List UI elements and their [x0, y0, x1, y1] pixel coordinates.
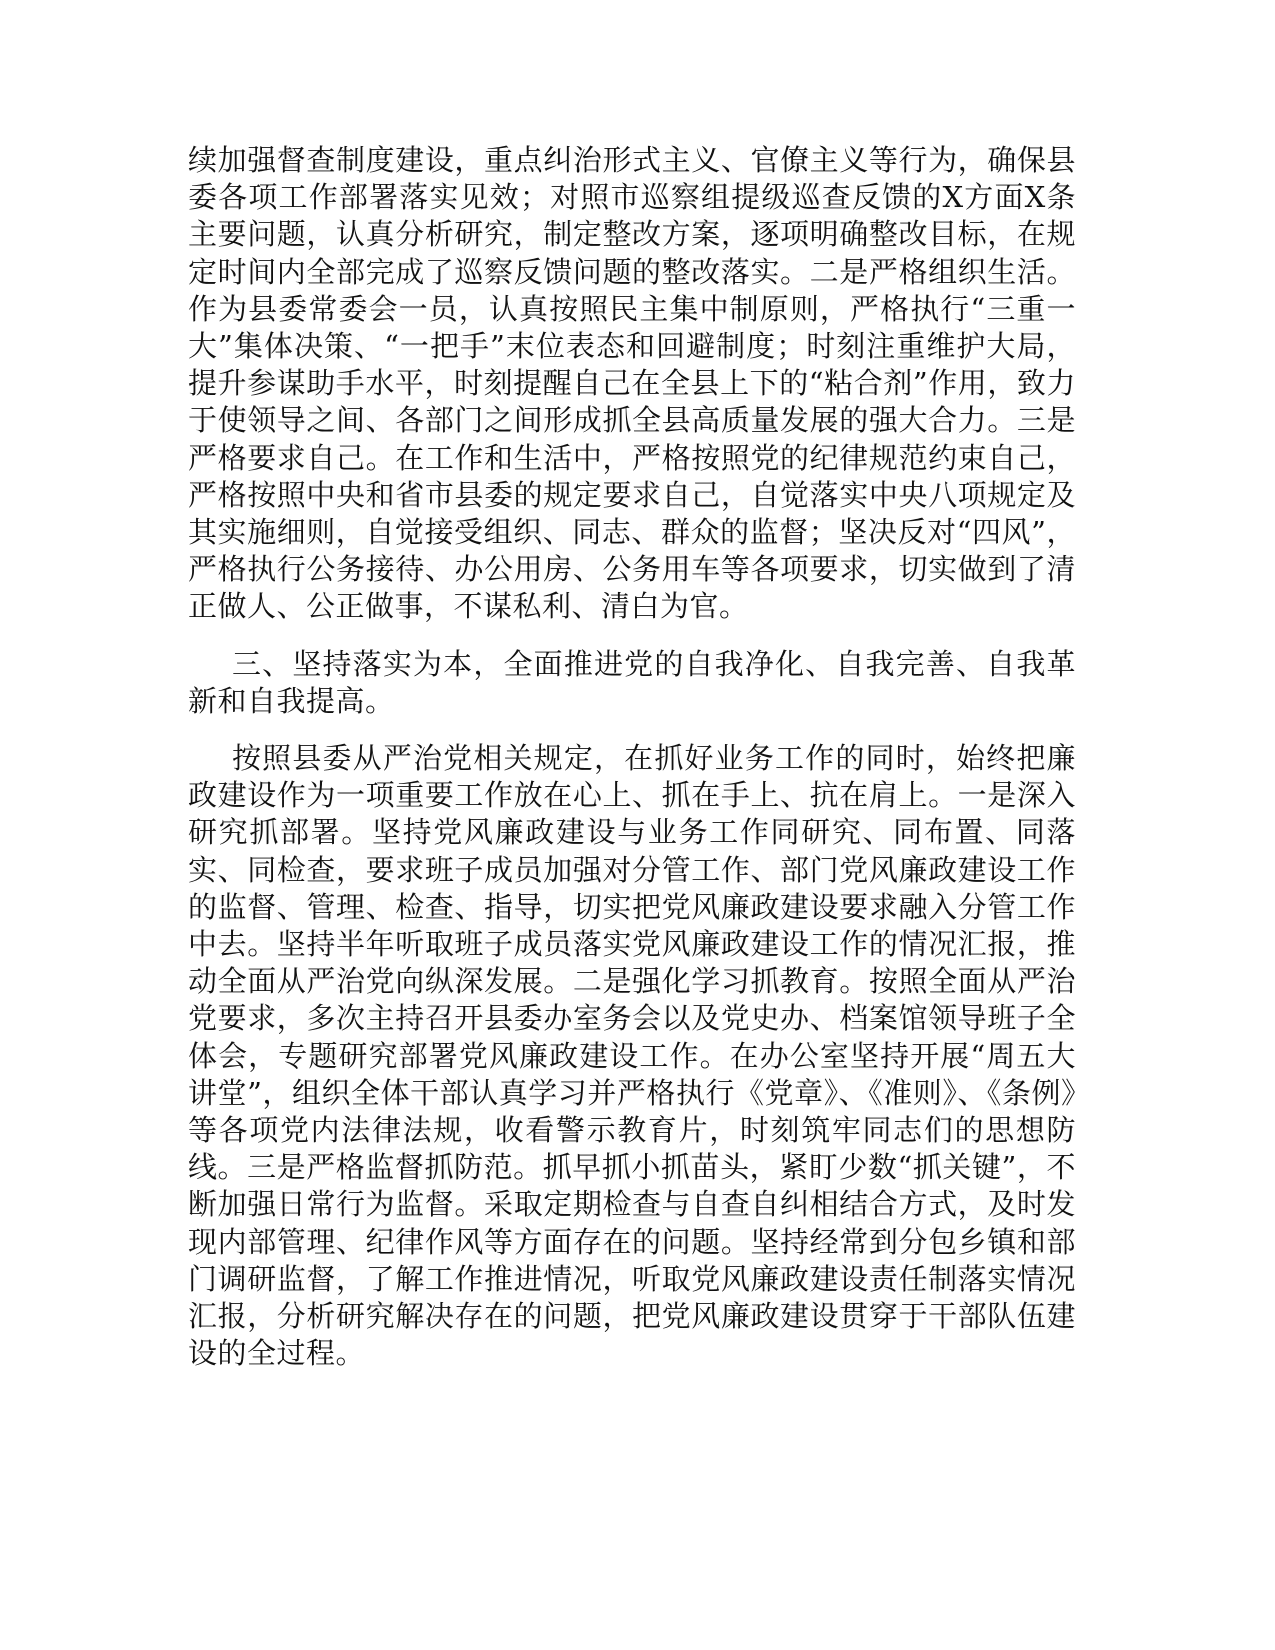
- body-paragraph-continued: 续加强督查制度建设，重点纠治形式主义、官僚主义等行为，确保县委各项工作部署落实见效；对照市巡察组提级巡查反馈的X方面X条主要问题，认真分析研究，制定整改方案，逐项明确整改目标，在规定时间内全部完成了巡察反馈问题的整改落实。二是严格组织生活。作为县委常委会一员，认真按照民主集中制原则，严格执行“三重一大”集体决策、“一把手”末位表态和回避制度；时刻注重维护大局，提升参谋助手水平，时刻提醒自己在全县上下的“粘合剂”作用，致力于使领导之间、各部门之间形成抓全县高质量发展的强大合力。三是严格要求自己。在工作和生活中，严格按照党的纪律规范约束自己，严格按照中央和省市县委的规定要求自己，自觉落实中央八项规定及其实施细则，自觉接受组织、同志、群众的监督；坚决反对“四风”，严格执行公务接待、办公用房、公务用车等各项要求，切实做到了清正做人、公正做事，不谋私利、清白为官。: [188, 143, 1076, 624]
- body-paragraph-section-three: 按照县委从严治党相关规定，在抓好业务工作的同时，始终把廉政建设作为一项重要工作放在心上、抓在手上、抗在肩上。一是深入研究抓部署。坚持党风廉政建设与业务工作同研究、同布置、同落实、同检查，要求班子成员加强对分管工作、部门党风廉政建设工作的监督、管理、检查、指导，切实把党风廉政建设要求融入分管工作中去。坚持半年听取班子成员落实党风廉政建设工作的情况汇报，推动全面从严治党向纵深发展。二是强化学习抓教育。按照全面从严治党要求，多次主持召开县委办室务会以及党史办、档案馆领导班子全体会，专题研究部署党风廉政建设工作。在办公室坚持开展“周五大讲堂”，组织全体干部认真学习并严格执行《党章》、《准则》、《条例》等各项党内法律法规，收看警示教育片，时刻筑牢同志们的思想防线。三是严格监督抓防范。抓早抓小抓苗头，紧盯少数“抓关键”，不断加强日常行为监督。采取定期检查与自查自纠相结合方式，及时发现内部管理、纪律作风等方面存在的问题。坚持经常到分包乡镇和部门调研监督，了解工作推进情况，听取党风廉政建设责任制落实情况汇报，分析研究解决存在的问题，把党风廉政建设贯穿于干部队伍建设的全过程。: [188, 741, 1076, 1371]
- section-heading-three: 三、坚持落实为本，全面推进党的自我净化、自我完善、自我革新和自我提高。: [188, 646, 1076, 718]
- document-page: [188, 142, 1076, 1373]
